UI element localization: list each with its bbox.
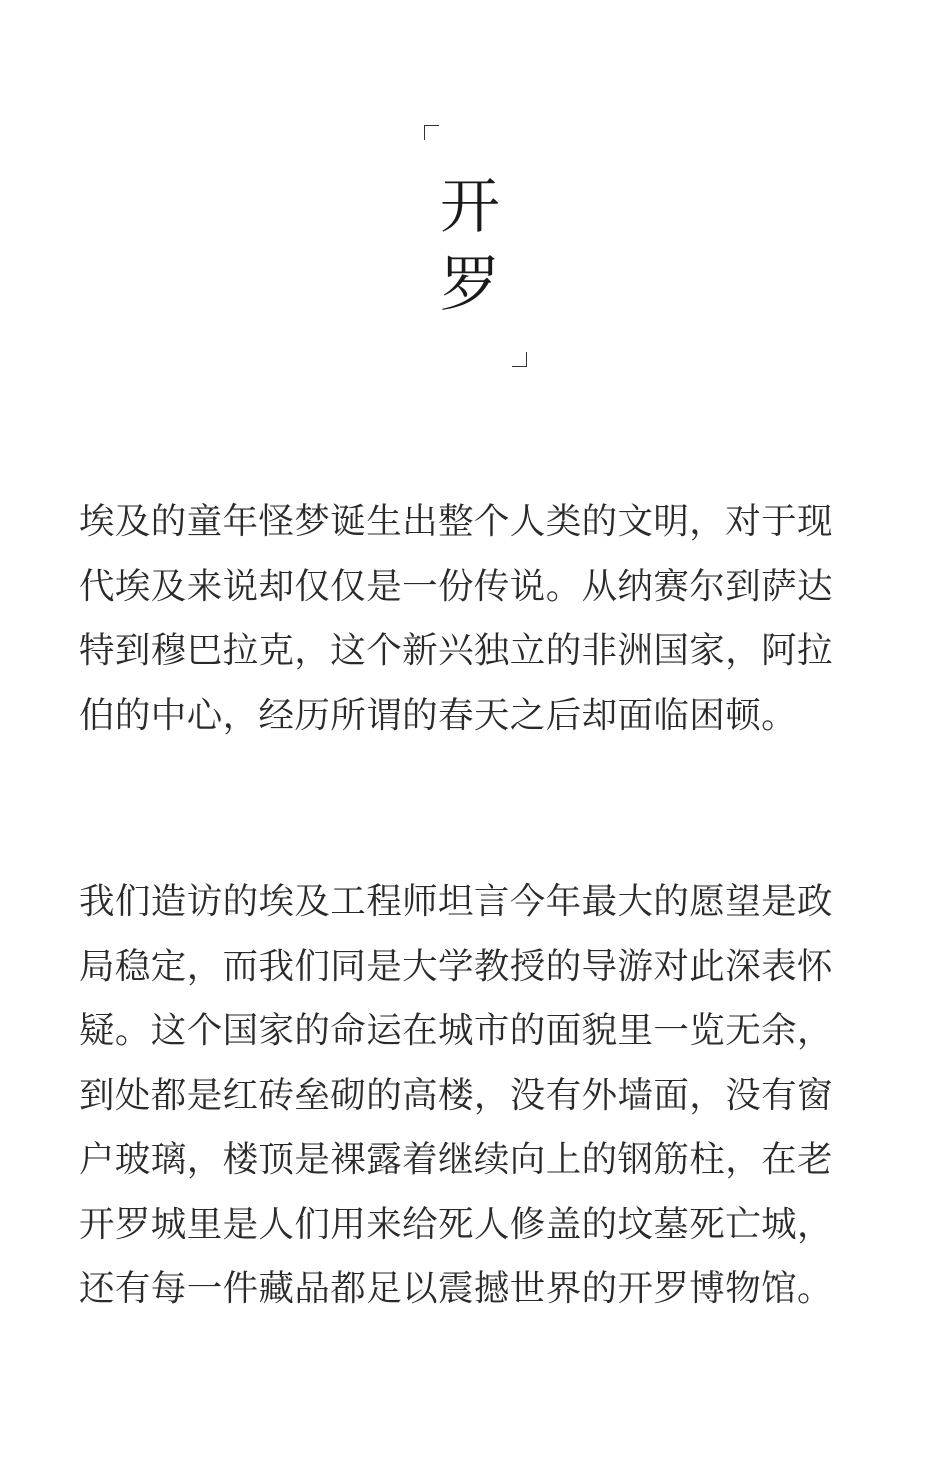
- opening-corner-bracket: [424, 125, 439, 140]
- page-title: [425, 168, 515, 324]
- title-char-2: 罗: [440, 250, 500, 320]
- paragraph-intro: 埃及的童年怪梦诞生出整个人类的文明，对于现代埃及来说却仅仅是一份传说。从纳赛尔到萨达特到穆巴拉克，这个新兴独立的非洲国家，阿拉伯的中心，经历所谓的春天之后却面临困顿。: [79, 501, 833, 736]
- title-char-1: 开: [440, 172, 500, 242]
- paragraph-description: 我们造访的埃及工程师坦言今年最大的愿望是政局稳定，而我们同是大学教授的导游对此深表怀疑。这个国家的命运在城市的面貌里一览无余，到处都是红砖垒砌的高楼，没有外墙面，没有窗户玻璃，楼顶是裸露着继续向上的钢筋柱，在老开罗城里是人们用来给死人修盖的坟墓死亡城，还有每一件藏品都足以震撼世界的开罗博物馆。: [79, 881, 833, 1309]
- title-block: [0, 0, 950, 420]
- closing-corner-bracket: [512, 352, 527, 367]
